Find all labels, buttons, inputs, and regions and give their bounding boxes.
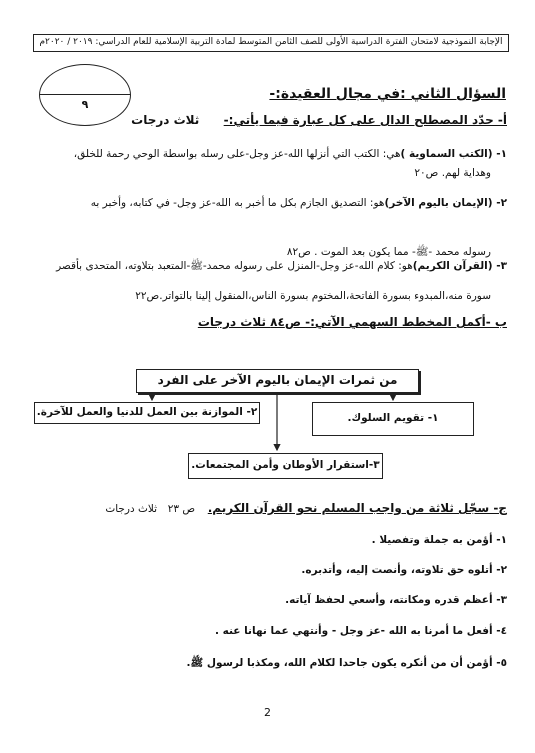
- term-label: ٣- (القرآن الكريم): [412, 260, 507, 272]
- part-c-item-3: ٣- أعظم قدره ومكانته، وأسعي لحفظ آياته.: [285, 594, 507, 606]
- exam-header: الإجابة النموذجية لامتحان الفترة الدراسية الأولى للصف الثامن المتوسط لمادة التربية الإسلامية للعام الدراسي: ٢٠١٩ / ٢٠٢٠م: [33, 34, 509, 52]
- part-b-heading: ب -أكمل المخطط السهمي الآتي:- ص٨٤ ثلاث درجات: [197, 315, 507, 329]
- part-a-item-3-line-2: سورة منه،المبدوء بسورة الفاتحة،المختوم بسورة الناس،المنقول إلينا بالتواتر.ص٢٢: [135, 290, 491, 302]
- score-value: ٩: [81, 98, 89, 111]
- diagram-right-box: ١- تقويم السلوك.: [312, 402, 474, 436]
- part-a-heading: أ- حدّد المصطلح الدال على كل عبارة فيما يأتي:-: [223, 113, 507, 127]
- term-label: ١- (الكتب السماوية ): [400, 148, 507, 160]
- term-definition: هو: كلام الله-عز وجل-المنزل على رسوله محمد-ﷺ-المتعبد بتلاوته، المتحدى بأقصر: [56, 260, 413, 272]
- part-a-marks: ثلاث درجات: [131, 113, 200, 127]
- part-c-heading-row: [105, 501, 507, 515]
- part-a-item-2-line-2: رسوله محمد -ﷺ- مما يكون بعد الموت . ص٨٢: [286, 246, 491, 258]
- part-c-item-1: ١- أؤمن به جملة وتفصيلا .: [371, 534, 507, 546]
- part-c-heading: ج- سجّل ثلاثة من واجب المسلم نحو القرآن الكريم.: [207, 501, 507, 515]
- part-c-item-2: ٢- أتلوه حق تلاوته، وأنصت إليه، وأتدبره.: [301, 564, 507, 576]
- part-c-marks: ثلاث درجات: [105, 503, 158, 515]
- term-definition: هي: الكتب التي أنزلها الله-عز وجل-على رسله بواسطة الوحي رحمة للخلق،: [73, 148, 401, 160]
- part-c-page-ref: ص ٢٣: [167, 503, 196, 515]
- diagram-left-box: ٢- الموازنة بين العمل للدنيا والعمل للآخرة.: [34, 402, 260, 424]
- part-a-item-1-line-2: وهداية لهم. ص٢٠: [414, 167, 491, 179]
- term-label: ٢- (الإيمان باليوم الآخر): [384, 197, 507, 209]
- part-c-item-5: ٥- أؤمن أن من أنكره يكون جاحدا لكلام الله، ومكذبا لرسول ﷺ.: [186, 657, 507, 669]
- question-title: السؤال الثاني :في مجال العقيدة:-: [269, 86, 506, 102]
- term-definition: هو: التصديق الجازم بكل ما أخبر به الله-عز وجل- في كتابه، وأخبر به: [90, 197, 385, 209]
- part-c-item-4: ٤- أفعل ما أمرنا به الله -عز وجل - وأنتهي عما نهانا عنه .: [214, 625, 507, 637]
- diagram-bottom-box: ٣-استقرار الأوطان وأمن المجتمعات.: [188, 453, 383, 479]
- page-number: 2: [264, 706, 271, 719]
- diagram-top-box: من ثمرات الإيمان باليوم الآخر على الفرد: [136, 369, 419, 393]
